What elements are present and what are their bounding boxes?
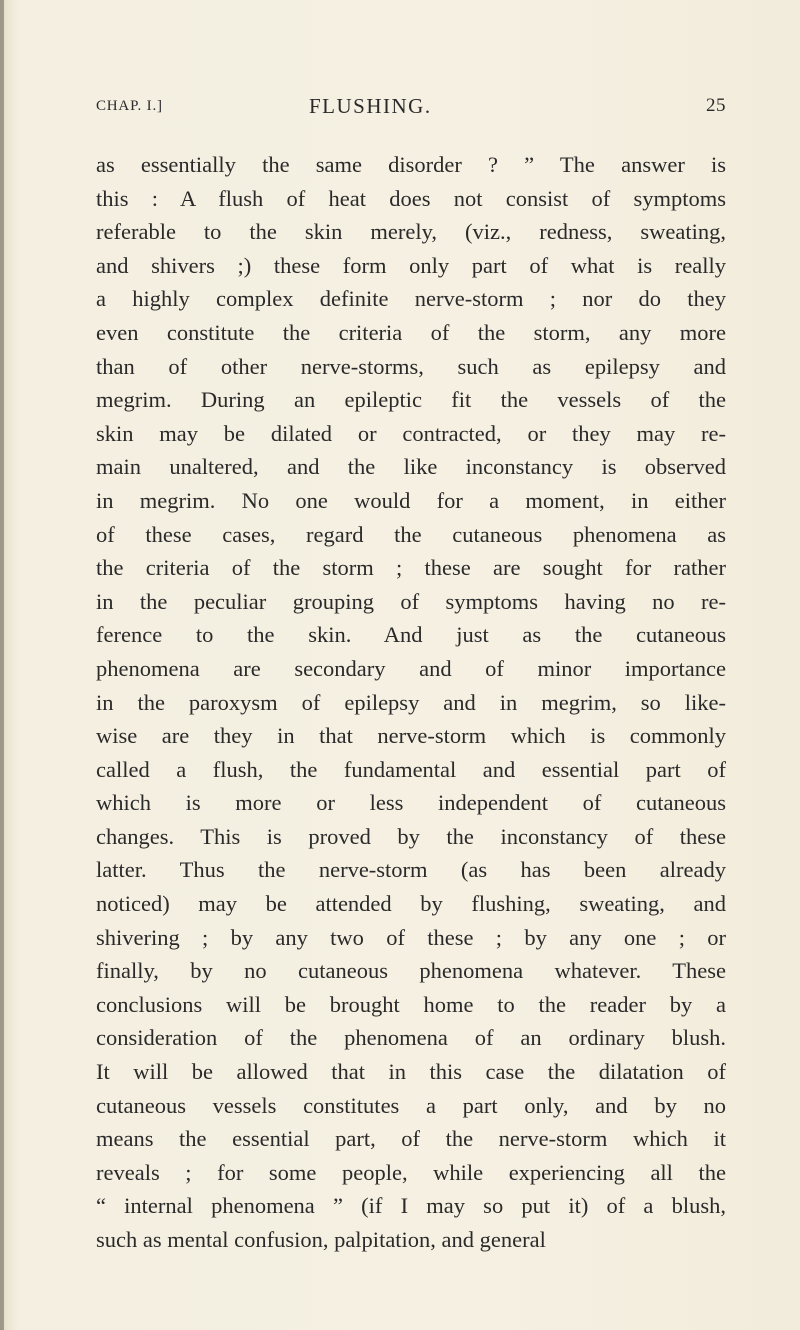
text-line: “ internal phenomena ” (if I may so put it) of a blush,: [96, 1193, 726, 1219]
text-line: called a flush, the fundamental and essential part of: [96, 756, 726, 782]
text-line: a highly complex definite nerve-storm ; nor do they: [96, 286, 726, 312]
text-line: the criteria of the storm ; these are sought for rather: [96, 555, 726, 581]
text-line: main unaltered, and the like inconstancy is observed: [96, 454, 726, 480]
text-line: as essentially the same disorder ? ” The answer is: [96, 152, 726, 177]
text-line: in the paroxysm of epilepsy and in megrim, so like-: [96, 689, 726, 715]
text-line: skin may be dilated or contracted, or they may re-: [96, 420, 726, 446]
text-line: phenomena are secondary and of minor importance: [96, 655, 726, 681]
body-text: [96, 148, 726, 1257]
text-line: even constitute the criteria of the storm, any more: [96, 319, 726, 345]
text-line: finally, by no cutaneous phenomena whatever. These: [96, 958, 726, 984]
page-binding-edge: [0, 0, 4, 1330]
text-line: and shivers ;) these form only part of what is really: [96, 252, 726, 278]
text-line: than of other nerve-storms, such as epilepsy and: [96, 353, 726, 379]
text-line: this : A flush of heat does not consist of symptoms: [96, 185, 726, 211]
text-line: of these cases, regard the cutaneous phenomena as: [96, 521, 726, 547]
text-line: which is more or less independent of cutaneous: [96, 790, 726, 816]
text-line: wise are they in that nerve-storm which is commonly: [96, 723, 726, 749]
text-line: referable to the skin merely, (viz., redness, sweating,: [96, 219, 726, 245]
text-line: It will be allowed that in this case the dilatation of: [96, 1059, 726, 1085]
text-line: shivering ; by any two of these ; by any one ; or: [96, 924, 726, 950]
text-line: noticed) may be attended by flushing, sweating, and: [96, 891, 726, 917]
text-line: consideration of the phenomena of an ordinary blush.: [96, 1025, 726, 1051]
running-header: [96, 94, 726, 126]
text-line: changes. This is proved by the inconstancy of these: [96, 823, 726, 849]
running-title: FLUSHING.: [309, 94, 432, 118]
text-line: conclusions will be brought home to the reader by a: [96, 991, 726, 1017]
text-line: such as mental confusion, palpitation, and general: [96, 1227, 546, 1252]
chapter-label: CHAP. I.]: [96, 98, 163, 114]
text-line: megrim. During an epileptic fit the vessels of the: [96, 387, 726, 413]
text-line: reveals ; for some people, while experiencing all the: [96, 1159, 726, 1185]
page-number: 25: [706, 95, 726, 116]
text-line: ference to the skin. And just as the cutaneous: [96, 622, 726, 648]
text-line: latter. Thus the nerve-storm (as has been already: [96, 857, 726, 883]
text-line: cutaneous vessels constitutes a part only, and by no: [96, 1092, 726, 1118]
text-line: in megrim. No one would for a moment, in either: [96, 487, 726, 513]
text-line: means the essential part, of the nerve-storm which it: [96, 1126, 726, 1152]
text-line: in the peculiar grouping of symptoms having no re-: [96, 588, 726, 614]
